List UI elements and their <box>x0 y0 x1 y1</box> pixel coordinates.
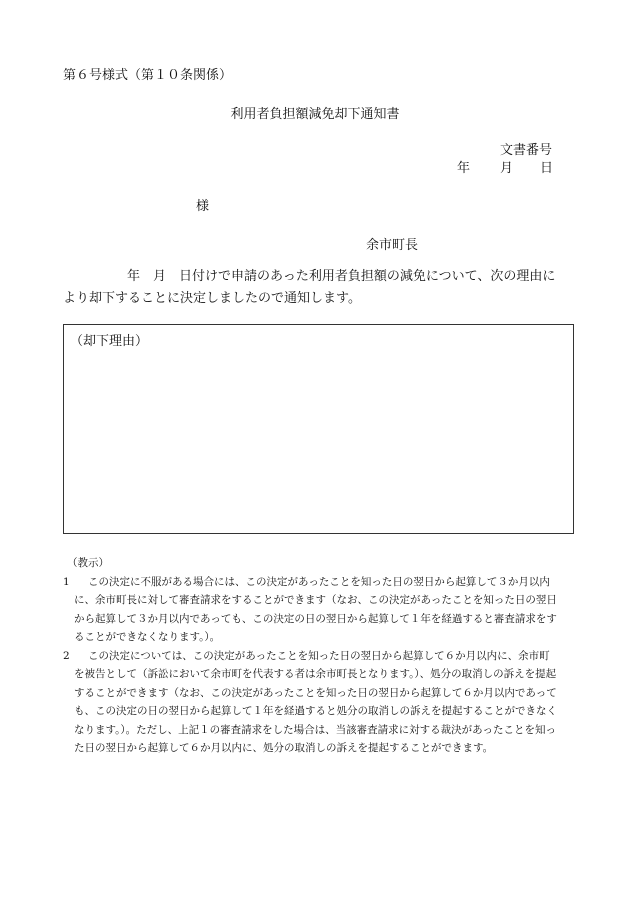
notice-item-number: 2 <box>63 649 70 662</box>
notice-item <box>63 647 558 758</box>
rejection-reason-box <box>63 324 574 534</box>
date-month: 月 <box>500 161 514 176</box>
notice-item <box>63 573 558 647</box>
date-year: 年 <box>457 161 471 176</box>
notification-body <box>63 266 573 310</box>
form-number-label: 第６号様式（第１０条関係） <box>63 68 233 83</box>
notice-item-text: この決定については、この決定があったことを知った日の翌日から起算して６か月以内に、余市町を被告として（訴訟において余市町を代表する者は余市町長となります。）、処分の取消しの訴えを提起することができます（なお、この決定があったことを知った日の翌日から起算して６か月以内であっても、この決定の日の翌日から起算して１年を経過すると処分の取消しの訴えを提起することができなくなります。）。ただし、上記１の審査請求をした場合は、当該審査請求に対する裁決があったことを知った日の翌日から起算して６か月以内に、処分の取消しの訴えを提起することができます。 <box>74 649 557 754</box>
document-title: 利用者負担額減免却下通知書 <box>230 107 400 122</box>
rejection-reason-label: （却下理由） <box>70 334 149 349</box>
document-number-label: 文書番号 <box>499 143 552 158</box>
notice-heading: （教示） <box>67 557 109 569</box>
notice-item-number: 1 <box>63 575 70 588</box>
addressee-suffix: 様 <box>196 199 210 214</box>
body-line-1: 年 月 日付けで申請のあった利用者負担額の減免について、次の理由に <box>127 269 556 284</box>
date-day: 日 <box>540 161 554 176</box>
sender-name: 余市町長 <box>366 238 419 253</box>
body-line-2: より却下することに決定しましたので通知します。 <box>63 291 361 306</box>
date-line <box>457 157 553 176</box>
notice-item-text: この決定に不服がある場合には、この決定があったことを知った日の翌日から起算して３か月以内に、余市町長に対して審査請求をすることができます（なお、この決定があったことを知った日の翌日から起算して３か月以内であっても、この決定の日の翌日から起算して１年を経過すると審査請求をすることができなくなります。）。 <box>74 575 557 643</box>
instruction-notice <box>63 554 558 758</box>
